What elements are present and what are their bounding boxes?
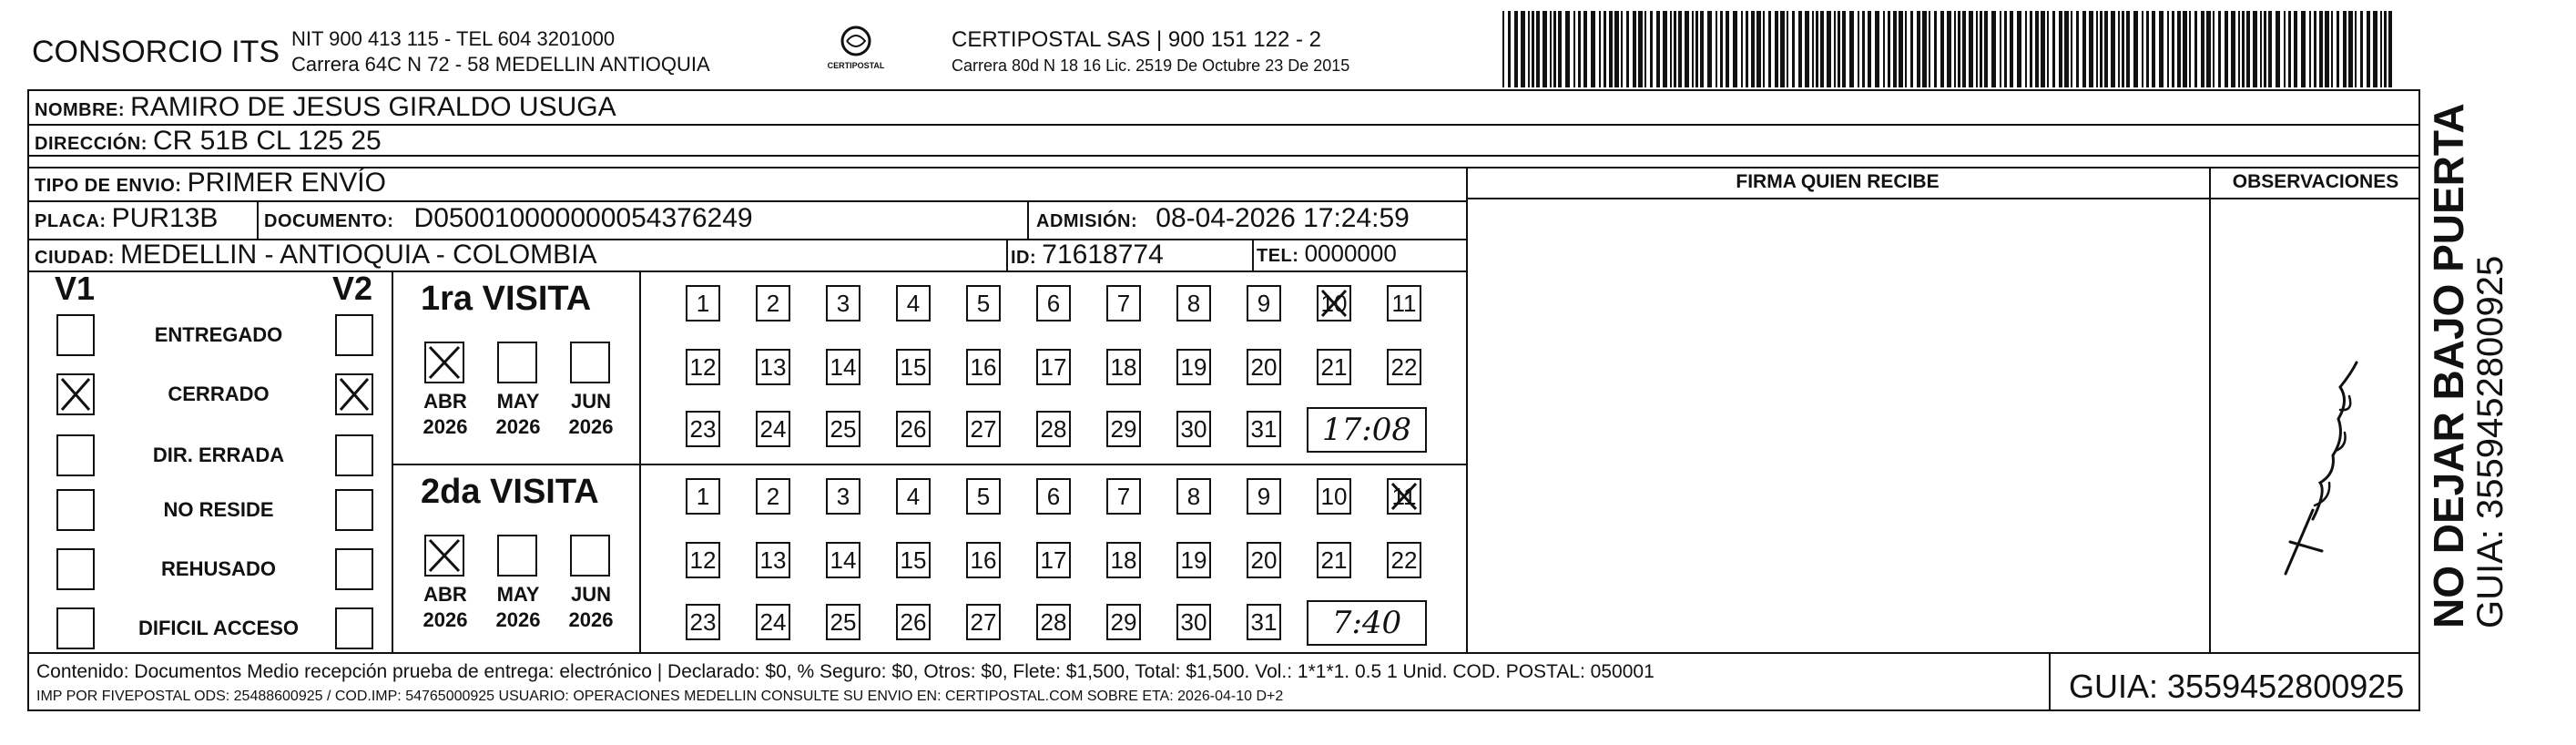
day-box[interactable]: 7 — [1106, 285, 1141, 321]
day-box[interactable]: 26 — [896, 411, 931, 447]
status-option-label: DIFICIL ACCESO — [137, 617, 299, 639]
v1-check-mark-icon — [58, 375, 93, 413]
day-box[interactable]: 26 — [896, 604, 931, 640]
day-box[interactable]: 19 — [1176, 542, 1211, 578]
month-check-mark-icon — [426, 343, 463, 382]
courier-address: Carrera 80d N 18 16 Lic. 2519 De Octubre 23 De 2015 — [952, 56, 1350, 75]
day-box[interactable]: 13 — [756, 542, 790, 578]
month-name: MAY — [496, 583, 540, 606]
v2-checkbox[interactable] — [335, 607, 373, 649]
month-year: 2026 — [568, 415, 614, 438]
side-warning — [2425, 103, 2510, 628]
status-option-label: ENTREGADO — [154, 323, 283, 346]
id-value: 71618774 — [1042, 240, 1164, 270]
month-label — [413, 389, 477, 440]
direccion-label: DIRECCIÓN: — [35, 134, 148, 154]
day-box[interactable]: 20 — [1247, 349, 1281, 385]
documento-field — [264, 203, 753, 234]
v1-checkbox[interactable] — [56, 373, 95, 415]
day-box[interactable]: 18 — [1106, 349, 1141, 385]
admision-value: 08-04-2026 17:24:59 — [1156, 203, 1410, 233]
nombre-label: NOMBRE: — [35, 100, 126, 120]
day-box[interactable]: 27 — [966, 604, 1001, 640]
v2-checkbox[interactable] — [335, 548, 373, 590]
tel-field — [1257, 240, 1397, 268]
day-box[interactable]: 31 — [1247, 411, 1281, 447]
day-box[interactable]: 28 — [1036, 604, 1071, 640]
status-option-label: CERRADO — [168, 383, 270, 405]
day-box[interactable]: 22 — [1387, 542, 1421, 578]
day-box[interactable]: 27 — [966, 411, 1001, 447]
day-box[interactable]: 9 — [1247, 285, 1281, 321]
day-box[interactable]: 8 — [1176, 285, 1211, 321]
day-box[interactable]: 11 — [1387, 285, 1421, 321]
month-label — [413, 582, 477, 633]
day-box[interactable]: 21 — [1317, 349, 1351, 385]
visit-title: 2da VISITA — [421, 473, 599, 511]
admision-field — [1036, 203, 1410, 234]
day-box[interactable]: 10 — [1317, 285, 1351, 321]
status-option-label: REHUSADO — [161, 557, 276, 580]
nombre-value: RAMIRO DE JESUS GIRALDO USUGA — [130, 92, 616, 122]
day-box[interactable]: 1 — [686, 478, 720, 515]
day-box[interactable]: 29 — [1106, 604, 1141, 640]
day-box[interactable]: 17 — [1036, 349, 1071, 385]
month-check-mark-icon — [426, 536, 463, 575]
v2-checkbox[interactable] — [335, 489, 373, 531]
day-box[interactable]: 24 — [756, 604, 790, 640]
day-box[interactable]: 20 — [1247, 542, 1281, 578]
documento-label: DOCUMENTO: — [264, 211, 394, 231]
visit-title: 1ra VISITA — [421, 280, 592, 318]
v1-checkbox[interactable] — [56, 434, 95, 476]
day-box[interactable]: 2 — [756, 478, 790, 515]
ciudad-field — [35, 240, 597, 270]
day-box[interactable]: 17 — [1036, 542, 1071, 578]
v1-checkbox[interactable] — [56, 489, 95, 531]
documento-value: D050010000000054376249 — [413, 203, 753, 233]
status-option-label: DIR. ERRADA — [152, 444, 285, 466]
day-box[interactable]: 8 — [1176, 478, 1211, 515]
placa-field — [35, 203, 218, 234]
month-label — [486, 389, 550, 440]
day-box[interactable]: 14 — [826, 542, 860, 578]
month-name: JUN — [570, 583, 611, 606]
id-label: ID: — [1011, 248, 1037, 268]
company-address: Carrera 64C N 72 - 58 MEDELLIN ANTIOQUIA — [291, 53, 710, 76]
day-box[interactable]: 7 — [1106, 478, 1141, 515]
ciudad-label: CIUDAD: — [35, 248, 115, 268]
month-label — [559, 582, 623, 633]
month-checkbox[interactable] — [424, 535, 464, 577]
day-box[interactable]: 15 — [896, 349, 931, 385]
month-year: 2026 — [495, 415, 541, 438]
admision-label: ADMISIÓN: — [1036, 211, 1138, 231]
day-box[interactable]: 19 — [1176, 349, 1211, 385]
day-box[interactable]: 24 — [756, 411, 790, 447]
tel-value: 0000000 — [1304, 240, 1397, 267]
day-box[interactable]: 16 — [966, 349, 1001, 385]
month-label — [559, 389, 623, 440]
day-box[interactable]: 13 — [756, 349, 790, 385]
month-year: 2026 — [423, 415, 468, 438]
nombre-field — [35, 92, 616, 123]
direccion-field — [35, 126, 382, 157]
visit-time: 7:40 — [1307, 600, 1427, 646]
day-box[interactable]: 6 — [1036, 478, 1071, 515]
firma-header: FIRMA QUIEN RECIBE — [1736, 171, 1940, 192]
v2-checkbox[interactable] — [335, 373, 373, 415]
month-checkbox[interactable] — [497, 535, 537, 577]
footer-contenido: Contenido: Documentos Medio recepción prueba de entrega: electrónico | Declarado: $0, % Seguro: $0, Otros: $0, Flete: $1,500, Total: $1,500. Vol.: 1*1*1. 0.5 1 Unid. COD. POSTAL: 050001 — [36, 661, 1655, 682]
day-box[interactable]: 23 — [686, 411, 720, 447]
day-box[interactable]: 15 — [896, 542, 931, 578]
footer-imp: IMP POR FIVEPOSTAL ODS: 25488600925 / COD.IMP: 54765000925 USUARIO: OPERACIONES MEDELLIN CONSULTE SU ENVIO EN: CERTIPOSTAL.COM SOBRE ETA: 2026-04-10 D+2 — [36, 689, 1284, 704]
month-label — [486, 582, 550, 633]
v2-header: V2 — [332, 270, 373, 307]
v1-checkbox[interactable] — [56, 607, 95, 649]
id-field — [1011, 240, 1164, 270]
courier-name: CERTIPOSTAL SAS | 900 151 122 - 2 — [952, 27, 1321, 52]
month-checkbox[interactable] — [570, 342, 610, 383]
observaciones-header: OBSERVACIONES — [2232, 171, 2399, 192]
v2-check-mark-icon — [337, 375, 372, 413]
month-checkbox[interactable] — [497, 342, 537, 383]
footer-guia: GUIA: 3559452800925 — [2069, 668, 2405, 705]
v2-checkbox[interactable] — [335, 434, 373, 476]
v2-checkbox[interactable] — [335, 314, 373, 356]
direccion-value: CR 51B CL 125 25 — [153, 126, 382, 156]
day-box[interactable]: 31 — [1247, 604, 1281, 640]
day-box[interactable]: 22 — [1387, 349, 1421, 385]
month-name: JUN — [570, 390, 611, 413]
day-box[interactable]: 29 — [1106, 411, 1141, 447]
day-box[interactable]: 11 — [1387, 478, 1421, 515]
v1-checkbox[interactable] — [56, 314, 95, 356]
status-option-label: NO RESIDE — [163, 498, 274, 521]
day-box[interactable]: 10 — [1317, 478, 1351, 515]
barcode — [1502, 11, 2395, 87]
month-checkbox[interactable] — [424, 342, 464, 383]
day-box[interactable]: 6 — [1036, 285, 1071, 321]
month-name: ABR — [423, 583, 467, 606]
day-box[interactable]: 30 — [1176, 411, 1211, 447]
ciudad-value: MEDELLIN - ANTIOQUIA - COLOMBIA — [120, 240, 597, 270]
company-name: CONSORCIO ITS — [32, 35, 280, 69]
month-year: 2026 — [495, 608, 541, 631]
courier-logo-icon — [810, 23, 901, 77]
day-box[interactable]: 28 — [1036, 411, 1071, 447]
side-line-1: NO DEJAR BAJO PUERTA — [2425, 103, 2472, 628]
day-box[interactable]: 18 — [1106, 542, 1141, 578]
day-mark-icon — [1389, 480, 1420, 513]
visit-time: 17:08 — [1307, 407, 1427, 453]
tipo-field — [35, 168, 386, 199]
day-box[interactable]: 12 — [686, 349, 720, 385]
placa-value: PUR13B — [111, 203, 219, 233]
company-nit-tel: NIT 900 413 115 - TEL 604 3201000 — [291, 27, 616, 50]
v1-checkbox[interactable] — [56, 548, 95, 590]
day-box[interactable]: 3 — [826, 478, 860, 515]
day-box[interactable]: 14 — [826, 349, 860, 385]
tipo-value: PRIMER ENVÍO — [187, 168, 386, 198]
day-box[interactable]: 25 — [826, 411, 860, 447]
month-name: ABR — [423, 390, 467, 413]
month-year: 2026 — [568, 608, 614, 631]
side-line-2: GUIA: 3559452800925 — [2470, 255, 2510, 628]
day-box[interactable]: 5 — [966, 478, 1001, 515]
day-box[interactable]: 16 — [966, 542, 1001, 578]
month-checkbox[interactable] — [570, 535, 610, 577]
day-box[interactable]: 4 — [896, 478, 931, 515]
handwritten-signature — [2249, 346, 2386, 583]
tipo-label: TIPO DE ENVIO: — [35, 176, 182, 196]
v1-header: V1 — [55, 270, 96, 307]
day-box[interactable]: 9 — [1247, 478, 1281, 515]
logo-text: CERTIPOSTAL — [827, 61, 885, 70]
month-year: 2026 — [423, 608, 468, 631]
month-name: MAY — [496, 390, 540, 413]
day-box[interactable]: 25 — [826, 604, 860, 640]
day-box[interactable]: 1 — [686, 285, 720, 321]
day-mark-icon — [1319, 287, 1349, 320]
day-box[interactable]: 5 — [966, 285, 1001, 321]
day-box[interactable]: 12 — [686, 542, 720, 578]
tel-label: TEL: — [1257, 246, 1299, 266]
day-box[interactable]: 30 — [1176, 604, 1211, 640]
day-box[interactable]: 3 — [826, 285, 860, 321]
day-box[interactable]: 2 — [756, 285, 790, 321]
day-box[interactable]: 21 — [1317, 542, 1351, 578]
day-box[interactable]: 23 — [686, 604, 720, 640]
placa-label: PLACA: — [35, 211, 107, 231]
day-box[interactable]: 4 — [896, 285, 931, 321]
